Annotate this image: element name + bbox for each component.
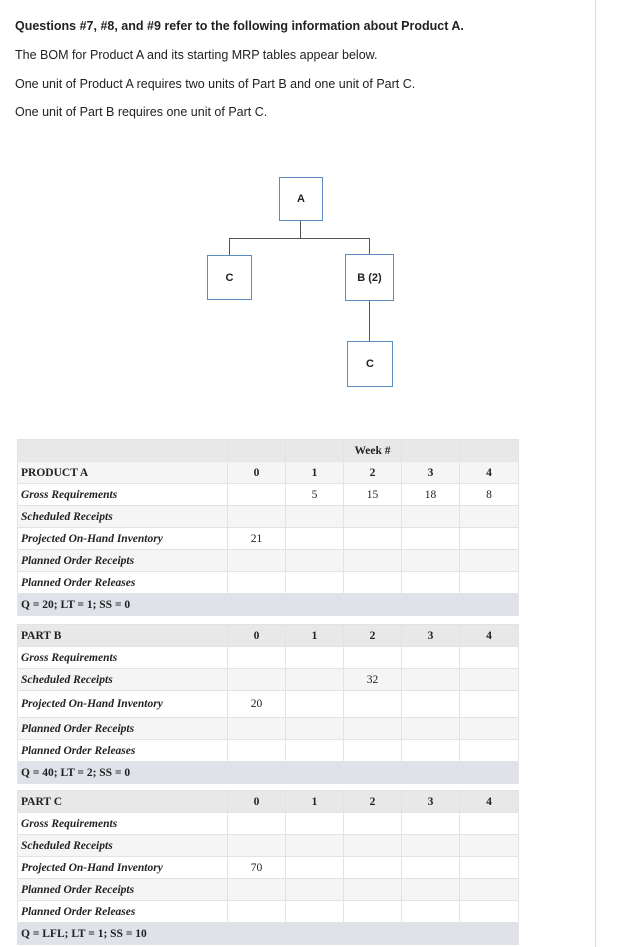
period-header: 1 <box>286 625 344 647</box>
table-cell <box>228 718 286 740</box>
table-cell <box>402 506 460 528</box>
row-label: Planned Order Releases <box>18 740 228 762</box>
table-title: PRODUCT A <box>18 462 228 484</box>
period-header: 1 <box>286 791 344 813</box>
row-label: Gross Requirements <box>18 484 228 506</box>
row-label: Planned Order Releases <box>18 572 228 594</box>
table-cell <box>228 762 286 784</box>
bom-node-b: B (2) <box>345 254 394 301</box>
bom-connector <box>229 238 370 239</box>
intro-line-part-b: One unit of Part B requires one unit of Part C. <box>15 105 268 119</box>
table-cell <box>402 901 460 923</box>
table-cell <box>460 691 519 718</box>
row-label: Planned Order Receipts <box>18 879 228 901</box>
table-cell <box>460 647 519 669</box>
table-cell <box>344 550 402 572</box>
table-cell <box>286 669 344 691</box>
table-cell <box>286 647 344 669</box>
header-blank <box>18 440 228 462</box>
table-row <box>18 740 519 762</box>
table-row <box>18 440 519 462</box>
intro-line-product-a: One unit of Product A requires two units of Part B and one unit of Part C. <box>15 77 416 91</box>
table-cell <box>402 572 460 594</box>
row-label: Scheduled Receipts <box>18 835 228 857</box>
table-cell <box>344 691 402 718</box>
table-row <box>18 857 519 879</box>
period-header: 4 <box>460 791 519 813</box>
table-cell <box>460 901 519 923</box>
table-cell <box>286 691 344 718</box>
period-header: 3 <box>402 462 460 484</box>
table-cell <box>344 857 402 879</box>
table-row <box>18 923 519 945</box>
lot-parameters: Q = 40; LT = 2; SS = 0 <box>18 762 228 784</box>
table-cell <box>228 506 286 528</box>
table-cell <box>228 879 286 901</box>
table-cell <box>286 762 344 784</box>
table-cell <box>460 879 519 901</box>
bom-node-c-child: C <box>347 341 393 387</box>
table-cell <box>402 813 460 835</box>
table-cell <box>402 550 460 572</box>
table-cell <box>344 647 402 669</box>
period-header: 4 <box>460 625 519 647</box>
table-cell <box>402 691 460 718</box>
table-row <box>18 669 519 691</box>
row-label: Gross Requirements <box>18 647 228 669</box>
table-cell <box>344 923 402 945</box>
table-cell <box>402 594 460 616</box>
table-cell <box>460 550 519 572</box>
table-cell <box>460 572 519 594</box>
table-cell <box>228 813 286 835</box>
table-row <box>18 879 519 901</box>
table-cell <box>228 572 286 594</box>
table-cell <box>460 813 519 835</box>
table-cell <box>460 669 519 691</box>
row-label: Projected On-Hand Inventory <box>18 691 228 718</box>
row-label: Planned Order Releases <box>18 901 228 923</box>
table-row <box>18 572 519 594</box>
period-header: 4 <box>460 462 519 484</box>
table-cell: 70 <box>228 857 286 879</box>
table-cell <box>344 879 402 901</box>
table-cell <box>460 857 519 879</box>
table-cell <box>286 740 344 762</box>
table-title: PART C <box>18 791 228 813</box>
bom-connector <box>300 221 301 238</box>
period-header: 0 <box>228 462 286 484</box>
table-cell <box>402 669 460 691</box>
period-header: 3 <box>402 791 460 813</box>
bom-connector <box>369 301 370 341</box>
table-row <box>18 506 519 528</box>
table-row <box>18 484 519 506</box>
question-heading: Questions #7, #8, and #9 refer to the following information about Product A. <box>15 19 464 33</box>
period-header: 2 <box>344 462 402 484</box>
table-cell <box>228 901 286 923</box>
period-header: 3 <box>402 625 460 647</box>
table-cell <box>344 835 402 857</box>
table-cell <box>460 506 519 528</box>
row-label: Planned Order Receipts <box>18 718 228 740</box>
table-row <box>18 550 519 572</box>
table-cell <box>286 813 344 835</box>
header-blank <box>460 440 519 462</box>
table-row <box>18 647 519 669</box>
table-cell <box>286 506 344 528</box>
row-label: Scheduled Receipts <box>18 506 228 528</box>
lot-parameters: Q = 20; LT = 1; SS = 0 <box>18 594 228 616</box>
table-cell <box>460 923 519 945</box>
row-label: Projected On-Hand Inventory <box>18 857 228 879</box>
table-row <box>18 625 519 647</box>
table-cell <box>228 594 286 616</box>
table-cell <box>286 923 344 945</box>
table-cell <box>344 762 402 784</box>
table-cell <box>286 572 344 594</box>
bom-node-a: A <box>279 177 323 221</box>
table-cell <box>228 740 286 762</box>
table-cell <box>402 857 460 879</box>
table-cell <box>460 740 519 762</box>
bom-connector <box>369 238 370 254</box>
table-cell <box>286 857 344 879</box>
table-cell <box>344 506 402 528</box>
table-cell: 32 <box>344 669 402 691</box>
table-cell <box>402 647 460 669</box>
header-blank <box>402 440 460 462</box>
row-label: Projected On-Hand Inventory <box>18 528 228 550</box>
table-cell <box>460 718 519 740</box>
table-cell <box>286 718 344 740</box>
mrp-table-part-c <box>17 790 519 945</box>
table-cell <box>344 740 402 762</box>
table-cell <box>344 572 402 594</box>
table-cell <box>402 718 460 740</box>
row-label: Gross Requirements <box>18 813 228 835</box>
table-cell <box>344 901 402 923</box>
table-cell <box>402 762 460 784</box>
table-row <box>18 901 519 923</box>
table-cell <box>402 835 460 857</box>
table-cell <box>228 923 286 945</box>
table-row <box>18 813 519 835</box>
row-label: Scheduled Receipts <box>18 669 228 691</box>
table-row <box>18 718 519 740</box>
period-header: 2 <box>344 791 402 813</box>
table-cell <box>402 879 460 901</box>
table-cell: 21 <box>228 528 286 550</box>
page-right-border <box>595 0 596 947</box>
bom-connector <box>229 238 230 255</box>
table-cell <box>228 647 286 669</box>
table-cell <box>228 550 286 572</box>
table-cell <box>286 594 344 616</box>
week-label: Week # <box>344 440 402 462</box>
table-cell <box>344 594 402 616</box>
mrp-table-part-b <box>17 624 519 784</box>
header-blank <box>228 440 286 462</box>
table-cell: 18 <box>402 484 460 506</box>
table-cell <box>402 528 460 550</box>
table-cell <box>460 528 519 550</box>
table-cell <box>228 669 286 691</box>
header-blank <box>286 440 344 462</box>
table-cell <box>460 835 519 857</box>
table-cell <box>460 594 519 616</box>
intro-line-bom: The BOM for Product A and its starting MRP tables appear below. <box>15 48 378 62</box>
table-cell <box>286 835 344 857</box>
table-cell <box>286 550 344 572</box>
table-row <box>18 835 519 857</box>
period-header: 1 <box>286 462 344 484</box>
table-cell <box>286 901 344 923</box>
table-cell: 20 <box>228 691 286 718</box>
table-cell <box>402 740 460 762</box>
table-row <box>18 528 519 550</box>
row-label: Planned Order Receipts <box>18 550 228 572</box>
table-cell: 5 <box>286 484 344 506</box>
table-cell <box>460 762 519 784</box>
table-cell: 15 <box>344 484 402 506</box>
table-row <box>18 791 519 813</box>
lot-parameters: Q = LFL; LT = 1; SS = 10 <box>18 923 228 945</box>
table-cell <box>228 484 286 506</box>
bom-node-c-left: C <box>207 255 252 300</box>
period-header: 2 <box>344 625 402 647</box>
table-row <box>18 462 519 484</box>
table-cell: 8 <box>460 484 519 506</box>
table-cell <box>344 528 402 550</box>
table-cell <box>344 718 402 740</box>
table-cell <box>286 528 344 550</box>
mrp-table-product-a <box>17 439 519 616</box>
period-header: 0 <box>228 791 286 813</box>
table-cell <box>344 813 402 835</box>
table-cell <box>228 835 286 857</box>
table-row <box>18 594 519 616</box>
table-cell <box>402 923 460 945</box>
period-header: 0 <box>228 625 286 647</box>
table-row <box>18 762 519 784</box>
table-cell <box>286 879 344 901</box>
table-title: PART B <box>18 625 228 647</box>
table-row <box>18 691 519 718</box>
